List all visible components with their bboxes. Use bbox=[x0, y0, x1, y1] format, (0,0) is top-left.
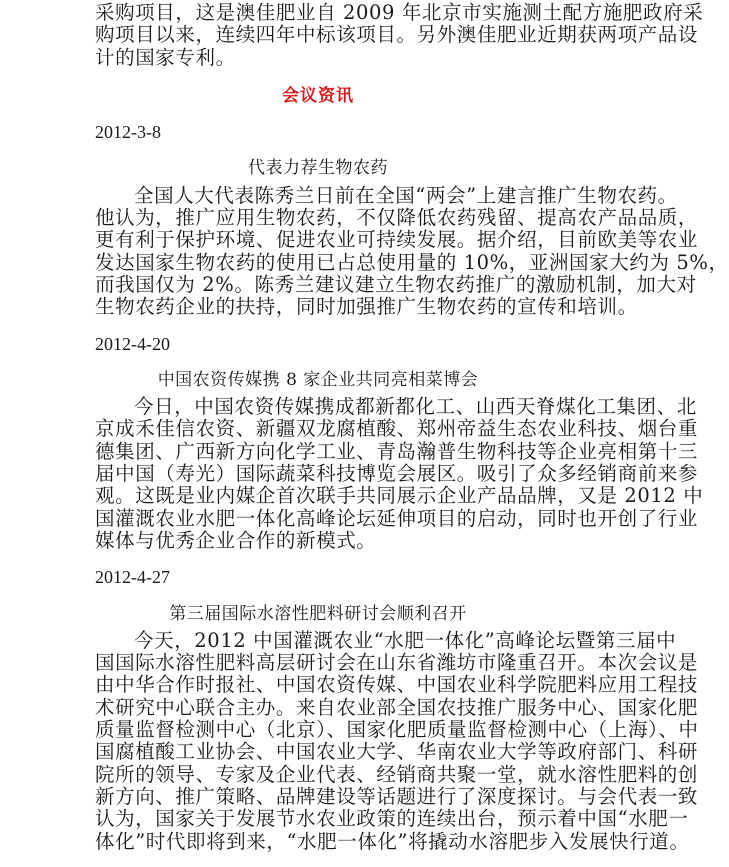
document-page bbox=[95, 1, 729, 867]
text-line: 届中国（寿光）国际蔬菜科技博览会展区。吸引了众多经销商前来参 bbox=[95, 462, 699, 486]
text-line: 生物农药企业的扶持，同时加强推广生物农药的宣传和培训。 bbox=[95, 295, 638, 319]
article-body bbox=[95, 628, 699, 853]
article-title: 代表力荐生物农药 bbox=[248, 158, 388, 179]
article bbox=[95, 333, 704, 553]
text-line: 全国人大代表陈秀兰日前在全国“两会”上建言推广生物农药。 bbox=[134, 183, 678, 207]
text-line: 德集团、广西新方向化学工业、青岛瀚普生物科技等企业亮相第十三 bbox=[95, 439, 699, 463]
text-line: 认为，国家关于发展节水农业政策的连续出台，预示着中国“水肥一 bbox=[95, 807, 689, 831]
text-line: 国腐植酸工业协会、中国农业大学、华南农业大学等政府部门、科研 bbox=[95, 740, 699, 764]
text-line: 国国际水溶性肥料高层研讨会在山东省潍坊市隆重召开。本次会议是 bbox=[95, 651, 699, 675]
article-title: 中国农资传媒携 8 家企业共同亮相菜博会 bbox=[157, 369, 479, 390]
text-line: 而我国仅为 2%。陈秀兰建议建立生物农药推广的激励机制，加大对 bbox=[95, 272, 697, 296]
text-line: 更有利于保护环境、促进农业可持续发展。据介绍，目前欧美等农业 bbox=[95, 228, 699, 252]
article bbox=[95, 566, 699, 853]
text-line: 院所的领导、专家及企业代表、经销商共聚一堂，就水溶性肥料的创 bbox=[95, 762, 699, 786]
text-line: 今天，2012 中国灌溉农业“水肥一体化”高峰论坛暨第三届中 bbox=[134, 628, 677, 652]
article-date: 2012-4-27 bbox=[95, 567, 170, 588]
text-line: 新方向、推广策略、品牌建设等话题进行了深度探讨。与会代表一致 bbox=[95, 784, 699, 808]
article-body bbox=[95, 183, 729, 319]
article-title: 第三届国际水溶性肥料研讨会顺利召开 bbox=[169, 603, 467, 624]
text-line: 计的国家专利。 bbox=[95, 45, 236, 69]
article-body bbox=[95, 395, 704, 552]
text-line: 购项目以来，连续四年中标该项目。另外澳佳肥业近期获两项产品设 bbox=[95, 23, 699, 47]
article-date: 2012-3-8 bbox=[95, 122, 161, 143]
text-line: 采购项目，这是澳佳肥业自 2009 年北京市实施测土配方施肥政府采 bbox=[95, 1, 704, 24]
intro-paragraph bbox=[95, 1, 704, 69]
section-title: 会议资讯 bbox=[282, 85, 354, 106]
text-line: 质量监督检测中心（北京）、国家化肥质量监督检测中心（上海）、中 bbox=[95, 718, 699, 742]
text-line: 他认为，推广应用生物农药，不仅降低农药残留、提高农产品品质， bbox=[95, 206, 699, 230]
text-line: 国灌溉农业水肥一体化高峰论坛延伸项目的启动，同时也开创了行业 bbox=[95, 506, 699, 530]
text-line: 体化”时代即将到来，“水肥一体化”将撬动水溶肥步入发展快行道。 bbox=[95, 829, 690, 853]
text-line: 观。这既是业内媒企首次联手共同展示企业产品品牌，又是 2012 中 bbox=[95, 484, 704, 508]
text-line: 今日，中国农资传媒携成都新都化工、山西天脊煤化工集团、北 bbox=[134, 395, 697, 419]
article-date: 2012-4-20 bbox=[95, 333, 170, 354]
text-line: 媒体与优秀企业合作的新模式。 bbox=[95, 528, 377, 552]
text-line: 发达国家生物农药的使用已占总使用量的 10%，亚洲国家大约为 5%， bbox=[95, 250, 729, 274]
text-line: 术研究中心联合主办。来自农业部全国农技推广服务中心、国家化肥 bbox=[95, 695, 699, 719]
text-line: 由中华合作时报社、中国农资传媒、中国农业科学院肥料应用工程技 bbox=[95, 673, 699, 697]
text-line: 京成禾佳信农资、新疆双龙腐植酸、郑州帝益生态农业科技、烟台重 bbox=[95, 417, 699, 441]
article bbox=[95, 121, 729, 319]
